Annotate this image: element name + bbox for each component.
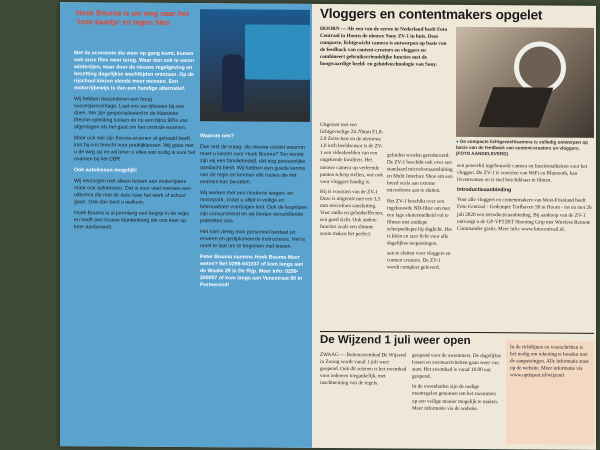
advertorial-lead: Met de economie die weer op gang komt, komen ook onze files weer terug. Waar dan ook te varen wintertijen, waar door de nieuwe regelgeving en bezetting dagelijkse wachttijden ontstaan. Op de rijschool kiezen steeds meer mensen. Een motorrijbewijs is dan een handige alternatief. bbox=[74, 50, 195, 93]
ring-light-shape bbox=[514, 41, 566, 93]
advertorial-paragraph: Maar ook wie zijn theorie-examen al gehaald heeft kan bij ons terecht voor praktijklessen. Wij gaan met u de weg op en wij leren u alles wat nodig is voor het examen bij het CBR. bbox=[74, 135, 196, 163]
sidebar-text: In de richtlijnen en voorschriften is het nodig om rekening te houden met de aanpassingen. Alle informatie staat op de website. Meer informatie via www.optisport.nl/wijzend bbox=[510, 344, 589, 380]
article-col-2 bbox=[387, 152, 453, 275]
box-article-title: De Wijzend 1 juli weer open bbox=[320, 333, 471, 347]
advertorial-subhead: Ook autolessen mogelijk! bbox=[74, 167, 137, 174]
article-paragraph: een powerful ingebouwde camera en functionaliteiten voor het vloggen. De ZV-1 is voorzien van WiFi en Bluetooth, kan livestreamen en is snel beschikbaar in filmen. bbox=[457, 162, 588, 184]
article-paragraph: Hij is voorzien van de ZV-1 Deze is uitgerust met een 3,5 mm microfoon aansluiting. Voor audio en geluidseffecten, een goed zicht. Ook andere functies zoals een slimme zoom maken het perfect. bbox=[320, 188, 384, 238]
article-paragraph: aan te sluiten voor vloggers en content creators. De ZV-1 wordt compleet geleverd. bbox=[387, 250, 451, 272]
article-paragraph: Uitgerust met een lichtgevoelige 24-70mm F1.8-2.8 Zeiss-lens en de nieuwste 1.0 inch beeldsensor is de ZV-1 een videobeelden van een ongekende kwaliteit. Het nieuwe camera op verleende punten scherp stellen, wat ook voor vloggers handig is. bbox=[320, 121, 384, 186]
box-paragraph: In de zwembaden zijn de nodige maatregelen genomen om het zwemmen op een veilige manier mogelijk te maken. Meer informatie via de website. bbox=[412, 383, 498, 412]
caption-text: De compacte lichtgewichtcamera is volledig ontworpen op basis van de feedback van content-creators en vloggers. (FOTO AANGELEVERD) bbox=[456, 138, 588, 157]
sidebar-box bbox=[506, 340, 594, 445]
advertorial-paragraph: Hoek Bouma is al jarenlang een begrip in de regio en heeft een trouwe klantenkring die ons keer op keer aanbeveelt. bbox=[74, 210, 190, 231]
box-col-2 bbox=[412, 353, 502, 416]
advertorial-paragraph: Wij werken met een moderne wagen- en motorpark, zodat u altijd in veilige en betrouwbare voertuigen lest. Ook de lesprijzen zijn concurrerend en wij bieden verschillende pakketten aan. bbox=[200, 190, 307, 225]
advertorial-text-right bbox=[200, 133, 308, 294]
article-intro: HOORN — Als een van de eerste in Nederland heeft Foto Centraal in Hoorn de nieuwe Sony ZV-1 in huis. Deze compacte, lichtgewicht camera is ontworpen op basis van de feedback van content-creators en vloggers en combineert gebruiksvriendelijke functies met de hoogwaardige beeld- en geluidstechnologie van Sony. bbox=[320, 25, 448, 69]
person-shape bbox=[222, 54, 244, 112]
advertorial-paragraph: Het ruim dertig man personeel bestaat uit ervaren en gediplomeerde instructeurs. Het is nooit te laat om te beginnen met lessen. bbox=[200, 229, 305, 250]
article-title: Vloggers en contentmakers opgelet bbox=[320, 5, 543, 23]
article-column bbox=[314, 4, 596, 450]
advertorial-paragraph: Wij hebben besonderen een hoog succespercentage. Laat ons uw rijlessen bij ons doen. We zijn gespecialiseerd in de klassieke theorie-opleiding tussen de nu een bijna 90% van afgeslagen als het gaat om het centrale examen. bbox=[74, 96, 188, 132]
box-paragraph: geopend voor de zwemmers. De dagelijkse lessen en zwemactiviteiten gaan weer van start. Het zwembad is vanaf 10.00 uur geopend. bbox=[412, 352, 502, 380]
caption-bullet-icon: ● bbox=[456, 138, 459, 144]
advertorial-paragraph: Wij verzorgen niet alleen lessen aan motorrijders maar ook autolessen. Dat is voor veel mensen een uitkomst die met de auto naar het werk of school gaan. Ook dan bent u welkom. bbox=[74, 178, 191, 206]
article-col-3 bbox=[457, 163, 593, 237]
article-col-1 bbox=[320, 122, 384, 242]
article-subhead: Introductieaanbieding bbox=[457, 187, 512, 194]
box-col-1: ZWAAG — Buitenzwembad De Wijzend in Zwaag wordt vanaf 1 juli weer geopend. Ook dit seizoen is het zwembad voor iedereen toegankelijk, met inachtneming van de regels. bbox=[320, 351, 407, 387]
camera-stand-shape bbox=[479, 87, 554, 127]
advertorial-headline: Hoek Bouma is uw weg naar het 'roze kaartje' en tegen files bbox=[76, 8, 189, 27]
article-paragraph: geluiden worden gereduceerd. De ZV-1 beschikt ook over een standaard microfoonaansluiting en Multi Interface Shoe om een breed scala aan externe microfoons aan te sluiten. bbox=[387, 152, 453, 195]
driving-school-photo bbox=[200, 9, 310, 122]
bus-shape bbox=[245, 24, 310, 79]
newspaper-page bbox=[60, 2, 596, 450]
photo-caption bbox=[456, 139, 594, 158]
article-paragraph: Het ZV-1 beschikt over een ingebouwde ND-filter om met een lage sluitersnelheid vol te filmen met ondiepe scherptediepte bij daglicht. Het is klein en zeer licht voor alle dagelijkse toepassingen. bbox=[387, 197, 452, 247]
article-paragraph: Voor alle vloggers en contentmakers van West-Friesland heeft Foto Centraal - Gedempte Turfhaven 58 in Hoorn - tot en met 26 juli 2020 een introductieaanbieding. Bij aankoop van de ZV-1 ontvangt u de GP-VPT2BT Shooting Grip met Wireless Remote Commander gratis. Meer info: www.fotocentraal.nl. bbox=[457, 197, 592, 233]
advertorial-column bbox=[60, 2, 312, 448]
advertorial-contact: Peter Bouma namens Hoek Bouma Meer weten? Bel 0299-641037 of kom langs aan de Waalw 29 in De Rijp. Meer info: 0299-200007 of kom langs aan Venestraat 90 in Purmerend! bbox=[200, 254, 304, 289]
advertorial-question: Waarom ons? bbox=[200, 133, 235, 140]
camera-photo bbox=[456, 27, 594, 138]
advertorial-paragraph: Dan rest de vraag: als nieuwe cursist waarom moet u kiezen voor Hoek Bouma? Ten eerste zijn wij een familiebedrijf, dat nog persoonlijke aandacht biedt. Wij hebben een goede kennis van de regio en kennen alle routes die het examen kan bevatten. bbox=[200, 144, 306, 186]
advertorial-text-left bbox=[74, 50, 196, 236]
